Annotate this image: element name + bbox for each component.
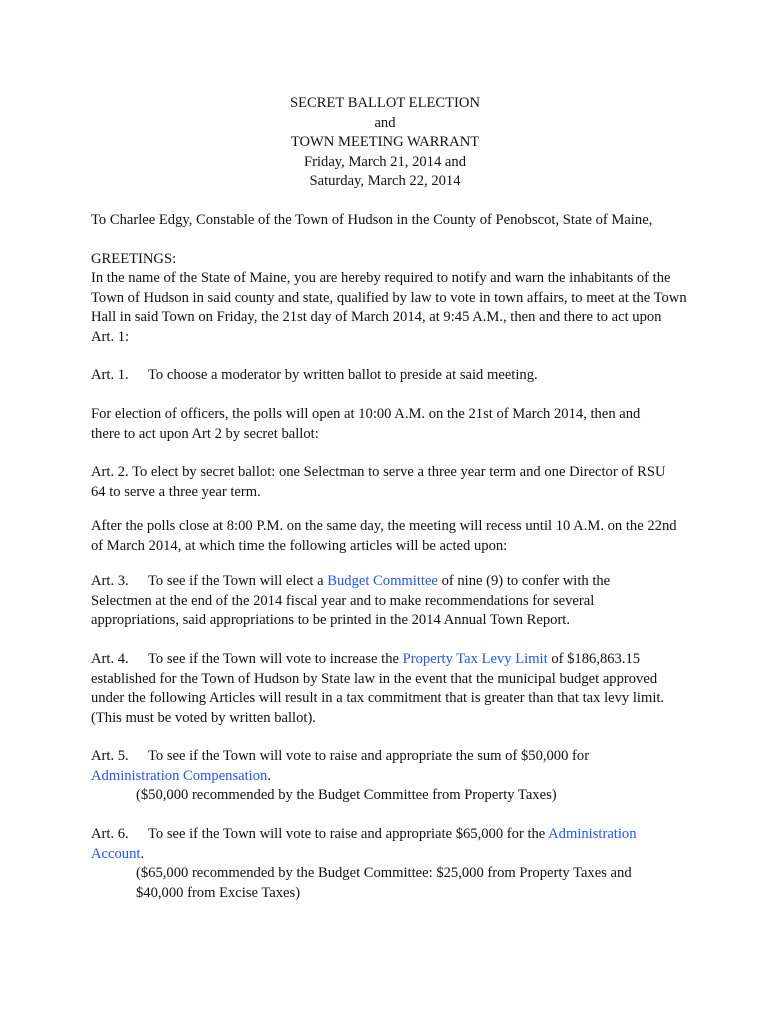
article-note: ($65,000 recommended by the Budget Committee: $25,000 from Property Taxes and $40,000 from Excise Taxes)	[136, 865, 632, 901]
document-heading	[0, 94, 770, 192]
greetings-label: GREETINGS:	[91, 251, 177, 267]
heading-and: and	[374, 114, 396, 131]
article-2: Art. 2. To elect by secret ballot: one Selectman to serve a three year term and one Director of RSU 64 to serve a three year term.	[91, 464, 666, 500]
article-5	[91, 747, 671, 806]
article-note: ($50,000 recommended by the Budget Committee from Property Taxes)	[136, 787, 557, 803]
heading-title: SECRET BALLOT ELECTION	[290, 95, 480, 111]
article-text-pre: To see if the Town will vote to increase the	[148, 651, 403, 667]
article-number: Art. 3.	[91, 573, 129, 589]
greetings-text: In the name of the State of Maine, you are hereby required to notify and warn the inhabitants of the Town of Hudson in said county and state, qualified by law to vote in town affairs, to meet at the Town Hall in said Town on Friday, the 21st day of March 2014, at 9:45 A.M., then and there to act upon Art. 1:	[91, 270, 687, 345]
article-3	[91, 572, 651, 631]
article-number: Art. 1.	[91, 367, 129, 383]
budget-committee-link[interactable]: Budget Committee	[327, 573, 438, 589]
article-text-pre: To see if the Town will vote to raise and appropriate $65,000 for the	[148, 826, 549, 842]
administration-account-link[interactable]: Administration Account	[91, 826, 637, 862]
article-4	[91, 650, 687, 728]
article-text-pre: To see if the Town will elect a	[148, 573, 328, 589]
article-text-post: of $186,863.15 established for the Town of Hudson by State law in the event that the municipal budget approved under the following Articles will result in a tax commitment that is greater than that tax levy limit. (This must be voted by written ballot).	[91, 651, 665, 726]
article-1	[91, 366, 691, 386]
article-number: Art. 6.	[91, 826, 129, 842]
article-text-post: .	[140, 845, 145, 862]
recess-paragraph: After the polls close at 8:00 P.M. on the same day, the meeting will recess until 10 A.M. on the 22nd of March 2014, at which time the following articles will be acted upon:	[91, 518, 677, 554]
heading-date-1: Friday, March 21, 2014 and	[304, 153, 466, 170]
heading-date-2: Saturday, March 22, 2014	[309, 173, 461, 189]
article-text-post: .	[267, 767, 271, 784]
heading-subtitle: TOWN MEETING WARRANT	[290, 134, 480, 150]
administration-compensation-link[interactable]: Administration Compensation	[91, 767, 268, 784]
article-text: To choose a moderator by written ballot to preside at said meeting.	[148, 367, 538, 383]
polls-paragraph: For election of officers, the polls will open at 10:00 A.M. on the 21st of March 2014, then and there to act upon Art 2 by secret ballot:	[91, 406, 641, 442]
to-line: To Charlee Edgy, Constable of the Town of Hudson in the County of Penobscot, State of Maine,	[91, 212, 653, 228]
article-number: Art. 4.	[91, 651, 129, 667]
article-number: Art. 5.	[91, 748, 129, 764]
article-text-pre: To see if the Town will vote to raise and appropriate the sum of $50,000 for	[148, 748, 590, 764]
article-6	[91, 825, 671, 903]
article-text-post: of nine (9) to confer with the Selectmen at the end of the 2014 fiscal year and to make recommendations for several appropriations, said appropriations to be printed in the 2014 Annual Town Report.	[91, 573, 611, 628]
property-tax-levy-limit-link[interactable]: Property Tax Levy Limit	[402, 651, 548, 667]
